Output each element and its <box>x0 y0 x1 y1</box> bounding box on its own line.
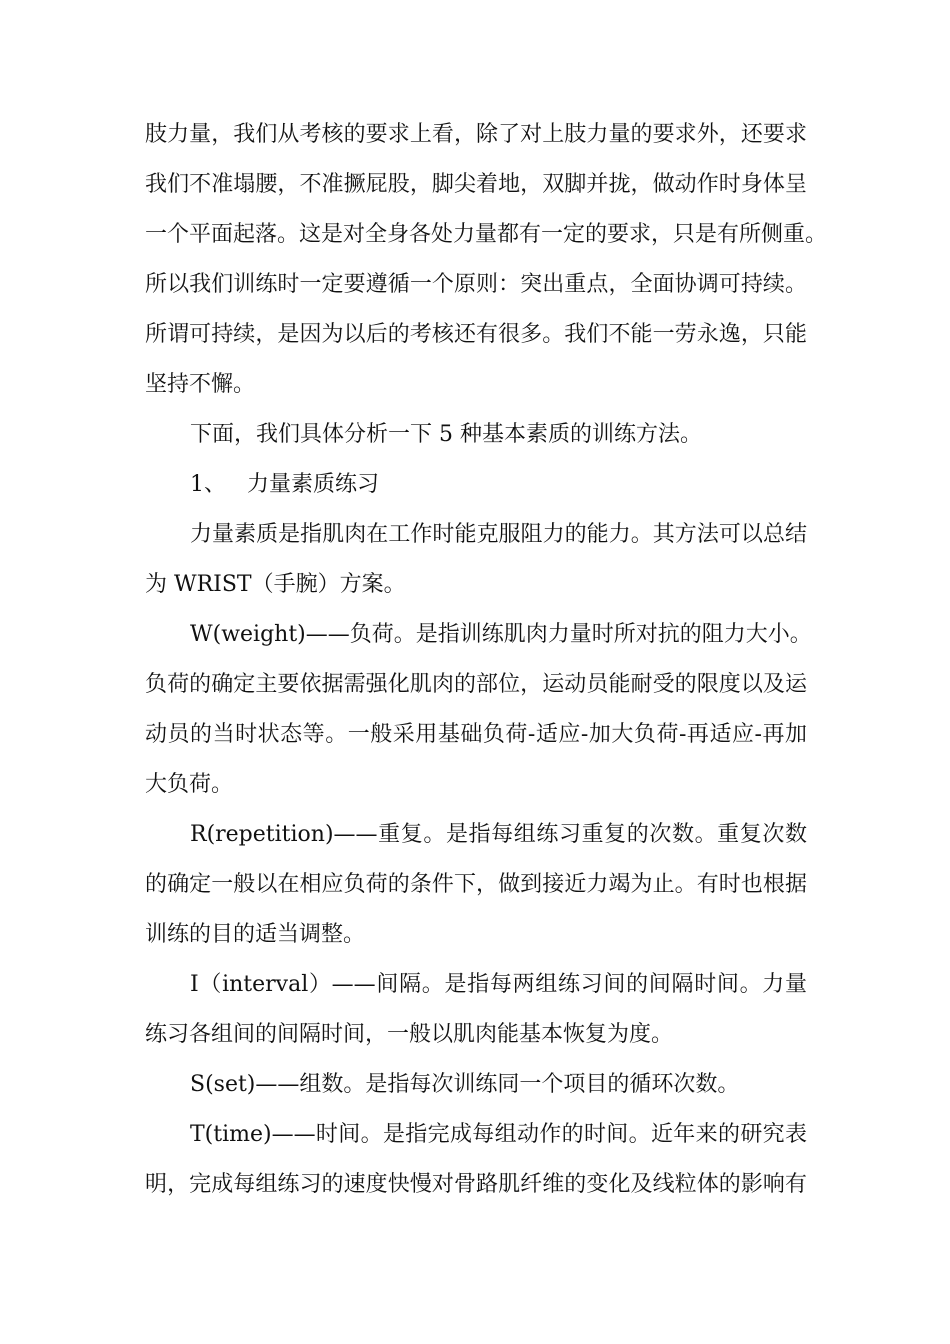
text-line: 肢力量，我们从考核的要求上看，除了对上肢力量的要求外，还要求 <box>145 122 807 147</box>
text-line: 下面，我们具体分析一下 5 种基本素质的训练方法。 <box>190 422 702 447</box>
text-line: 为 WRIST（手腕）方案。 <box>145 572 406 597</box>
section-heading: 力量素质练习 <box>247 472 380 497</box>
text-line: 一个平面起落。这是对全身各处力量都有一定的要求，只是有所侧重。 <box>145 222 828 247</box>
text-line: R(repetition)——重复。是指每组练习重复的次数。重复次数 <box>190 822 807 847</box>
text-line: 的确定一般以在相应负荷的条件下，做到接近力竭为止。有时也根据 <box>145 872 807 897</box>
text-line: 我们不准塌腰，不准撅屁股，脚尖着地，双脚并拢，做动作时身体呈 <box>145 172 807 197</box>
text-line: W(weight)——负荷。是指训练肌肉力量时所对抗的阻力大小。 <box>190 622 812 647</box>
text-line: 训练的目的适当调整。 <box>145 922 366 947</box>
text-line: 所以我们训练时一定要遵循一个原则：突出重点，全面协调可持续。 <box>145 272 807 297</box>
text-line: 力量素质是指肌肉在工作时能克服阻力的能力。其方法可以总结 <box>190 522 807 547</box>
text-line: 动员的当时状态等。一般采用基础负荷-适应-加大负荷-再适应-再加 <box>145 722 807 747</box>
text-line: 大负荷。 <box>145 772 234 797</box>
text-line: T(time)——时间。是指完成每组动作的时间。近年来的研究表 <box>190 1122 807 1147</box>
section-number: 1、 <box>190 472 226 497</box>
text-line: S(set)——组数。是指每次训练同一个项目的循环次数。 <box>190 1072 740 1097</box>
text-line: 明，完成每组练习的速度快慢对骨路肌纤维的变化及线粒体的影响有 <box>145 1172 807 1197</box>
text-line: 负荷的确定主要依据需强化肌肉的部位，运动员能耐受的限度以及运 <box>145 672 807 697</box>
text-line: 坚持不懈。 <box>145 372 256 397</box>
text-line: 练习各组间的间隔时间，一般以肌肉能基本恢复为度。 <box>145 1022 674 1047</box>
text-line: I（interval）——间隔。是指每两组练习间的间隔时间。力量 <box>190 972 807 997</box>
text-line: 所谓可持续，是因为以后的考核还有很多。我们不能一劳永逸，只能 <box>145 322 807 347</box>
